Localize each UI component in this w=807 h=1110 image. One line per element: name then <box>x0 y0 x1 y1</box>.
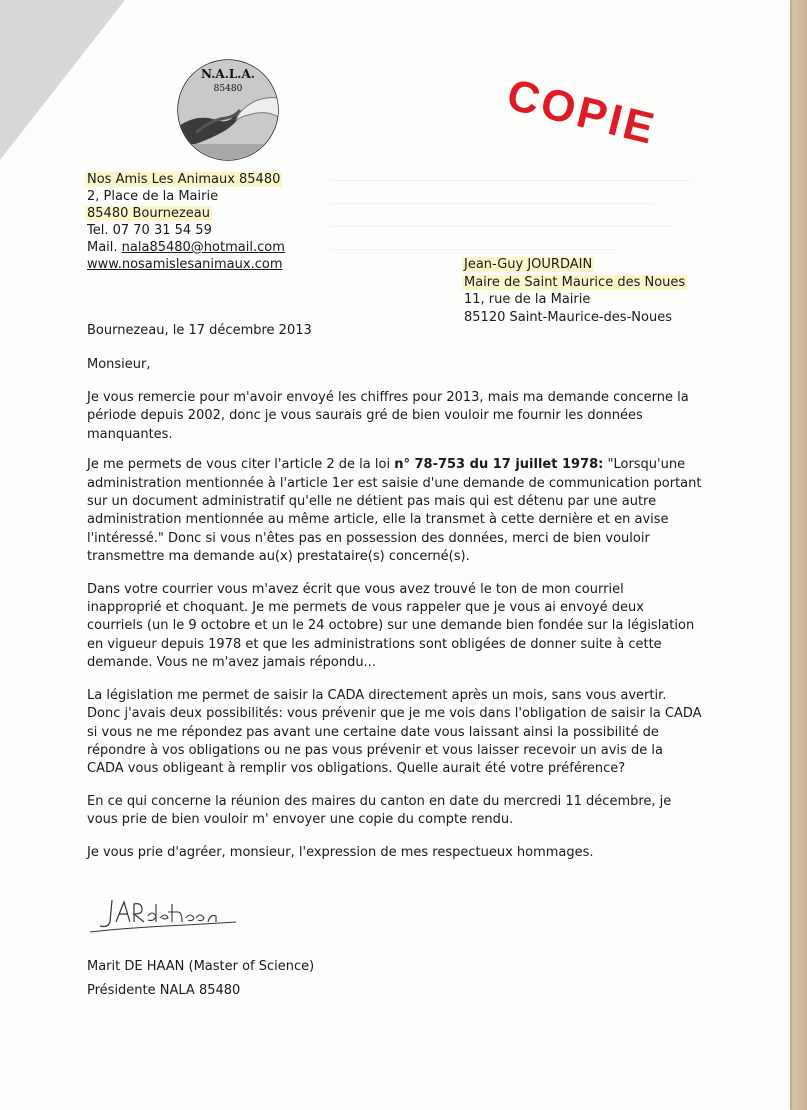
paragraph-2-quote: "Lorsqu'une administration mentionnée à l'article 1er est saisie d'une demande de communication portant sur un document administratif qu'elle ne détient pas mais qui est détenu par une autre administration mentionnée au même article, elle la transmet à cette dernière et en avise l'intéressé." Donc si vous n'êtes pas en possession des données, merci de bien vouloir transmettre ma demande au(x) prestataire(s) concerné(s). <box>87 457 702 565</box>
paragraph-1: Je vous remercie pour m'avoir envoyé les chiffres pour 2013, mais ma demande concerne la période depuis 2002, donc je vous saurais gré de bien vouloir me fournir les données manquantes. <box>87 390 689 442</box>
signer-block <box>87 955 314 1003</box>
copy-stamp: COPIE <box>502 70 662 155</box>
logo-code: 85480 <box>213 84 243 94</box>
sender-website-link[interactable]: www.nosamislesanimaux.com <box>87 257 283 272</box>
sender-block <box>87 171 285 273</box>
handwritten-signature <box>86 892 246 942</box>
recipient-name: Jean-Guy JOURDAIN <box>464 257 593 272</box>
paragraph-2-intro: Je me permets de vous citer l'article 2 de la loi <box>87 457 395 473</box>
folded-corner <box>0 0 125 160</box>
sender-mail-line <box>87 239 285 256</box>
paragraph-5: En ce qui concerne la réunion des maires du canton en date du mercredi 11 décembre, je vous prie de bien vouloir m' envoyer une copie du compte rendu. <box>87 793 672 828</box>
sender-mail-link[interactable]: nala85480@hotmail.com <box>121 240 285 255</box>
recipient-address: 11, rue de la Mairie <box>464 292 591 307</box>
letter-body <box>87 389 702 876</box>
sender-city: 85480 Bournezeau <box>87 206 210 221</box>
nala-logo <box>176 58 280 162</box>
paragraph-2 <box>87 456 702 566</box>
sender-tel: Tel. 07 70 31 54 59 <box>87 223 212 238</box>
law-reference: n° 78-753 du 17 juillet 1978: <box>394 457 604 473</box>
sender-mail-label: Mail. <box>87 240 122 255</box>
letter-date: Bournezeau, le 17 décembre 2013 <box>87 323 312 338</box>
paragraph-6: Je vous prie d'agréer, monsieur, l'expression de mes respectueux hommages. <box>87 844 594 860</box>
sender-org: Nos Amis Les Animaux 85480 <box>87 172 281 187</box>
paragraph-3: Dans votre courrier vous m'avez écrit que vous avez trouvé le ton de mon courriel inapproprié et choquant. Je me permets de vous rappeler que je vous ai envoyé deux courriels (un le 9 octobre et un le 24 octobre) sur une demande bien fondée sur la législation en vigueur depuis 1978 et que les administrations sont obligées de donner suite à cette demande. Vous ne m'avez jamais répondu... <box>87 581 695 671</box>
salutation: Monsieur, <box>87 357 151 372</box>
recipient-city: 85120 Saint-Maurice-des-Noues <box>464 309 672 325</box>
signer-name: Marit DE HAAN (Master of Science) <box>87 959 315 974</box>
signer-role: Présidente NALA 85480 <box>87 983 241 998</box>
logo-name: N.A.L.A. <box>201 67 255 81</box>
paragraph-4: La législation me permet de saisir la CADA directement après un mois, sans vous avertir. Donc j'avais deux possibilités: vous prévenir que je me vois dans l'obligation de saisir la CADA si vous ne me répondez pas avant une certaine date vous laissant ainsi la possibilité de répondre à vos obligations ou ne pas vous prévenir et vous laisser recevoir un avis de la CADA vous obligeant à remplir vos obligations. Quelle aurait été votre préférence? <box>87 687 702 777</box>
sender-address: 2, Place de la Mairie <box>87 189 219 204</box>
recipient-title: Maire de Saint Maurice des Noues <box>464 274 686 290</box>
recipient-block <box>464 256 687 326</box>
